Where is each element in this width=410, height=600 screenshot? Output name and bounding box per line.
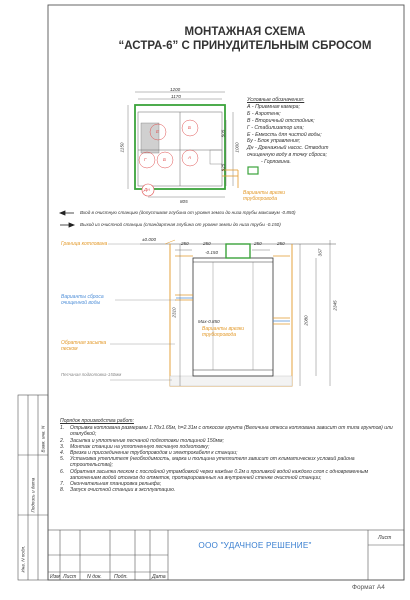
tb-ndok: N док. bbox=[87, 574, 102, 580]
dim-250-d: 250 bbox=[277, 241, 285, 246]
tb-list-right: Лист bbox=[378, 535, 392, 541]
plan-label-e: Е bbox=[156, 129, 160, 134]
dim-2345: 2345 bbox=[332, 300, 338, 311]
procedure-item: 7. Окончательная планировка рельефа; bbox=[60, 481, 162, 488]
plan-label-b2: Б bbox=[188, 125, 191, 130]
page-title: МОНТАЖНАЯ СХЕМА bbox=[184, 26, 306, 38]
sidebar-vzam: Взам. инв. N bbox=[40, 425, 46, 453]
legend-line: В - Вторичный отстойник; bbox=[247, 117, 315, 124]
legend-heading: Условные обозначения: bbox=[247, 97, 305, 103]
procedure-item: 1. Отрывка котлована размерами 1.70х1.65м, h=2.31м с откосом грунта (Величина откоса котлована зависит от типа грунтов) или опалубкой; bbox=[60, 425, 393, 438]
tb-izm: Изм bbox=[50, 574, 60, 580]
section-variants-note: Варианты врезки трубопровода bbox=[202, 326, 245, 338]
dim-805: 805 bbox=[180, 199, 188, 204]
procedure-item: 5. Установка утеплителя (необходимость, марка и толщина утеплителя зависит от климатических условий района строительства); bbox=[60, 456, 355, 469]
legend-line: Е - Емкость для чистой воды; bbox=[247, 131, 322, 138]
dim-250-b: 250 bbox=[203, 241, 211, 246]
legend-gorlovina: - Горловина. bbox=[261, 159, 291, 166]
legend bbox=[247, 97, 367, 166]
mark-0150: -0.150 bbox=[205, 250, 219, 255]
legend-line: очищенную воду в точку сброса; bbox=[247, 152, 327, 159]
plan-hatch bbox=[141, 123, 159, 153]
tb-data: Дата bbox=[152, 574, 166, 580]
plan-label-g: Г bbox=[144, 157, 147, 162]
legend-line: Г - Стабилизатор ила; bbox=[247, 124, 304, 131]
company-name: ООО "УДАЧНОЕ РЕШЕНИЕ" bbox=[198, 541, 312, 550]
plan-label-dn: Дн bbox=[144, 187, 150, 192]
plan-label-a: А bbox=[188, 155, 192, 160]
procedure-item: 4. Врезка и присоединение трубопроводов и электрокабеля к станции; bbox=[60, 450, 238, 457]
procedure-item: 8. Запуск очистной станции в эксплуатацию. bbox=[60, 487, 176, 494]
outlet-note: Выход из очистной станции (стандартная глубина от уровня земли до низа трубы -0.150) bbox=[80, 222, 281, 227]
plan-view bbox=[128, 92, 238, 197]
dim-1000: 1000 bbox=[234, 142, 240, 153]
sidebar-podp-data: Подпись и дата bbox=[30, 477, 36, 513]
work-procedure bbox=[60, 418, 395, 493]
plan-label-b1: Б bbox=[163, 157, 166, 162]
dim-505: 505 bbox=[220, 129, 226, 138]
mark-max0850: Max-0.850 bbox=[198, 319, 220, 324]
dim-250-a: 250 bbox=[181, 241, 189, 246]
discharge-label: Варианты сброса очищенной воды bbox=[61, 294, 104, 306]
sidebar-inv-podl: Инв. N подл. bbox=[20, 545, 26, 573]
dim-1150: 1150 bbox=[119, 142, 125, 153]
format-label: Формат А4 bbox=[352, 584, 385, 591]
io-arrows bbox=[60, 211, 74, 227]
dim-2310: 2310 bbox=[171, 307, 177, 318]
section-view bbox=[108, 240, 336, 386]
legend-line: Бу - Блок управления; bbox=[247, 138, 301, 145]
title-block bbox=[48, 530, 404, 580]
plan-hatch-g bbox=[139, 152, 155, 168]
sheet-frame bbox=[48, 5, 404, 580]
dim-525: 525 bbox=[220, 163, 226, 172]
dim-1170: 1170 bbox=[171, 94, 181, 99]
legend-line: А - Приемная камера; bbox=[247, 103, 300, 110]
station-body bbox=[193, 258, 273, 376]
station-neck bbox=[226, 244, 250, 258]
zero-mark: ±0.000 bbox=[142, 237, 157, 242]
procedure-item: 3. Монтаж станции на уплотненную песчаную подготовку; bbox=[60, 443, 210, 450]
tb-list: Лист bbox=[63, 574, 77, 580]
procedure-heading: Порядок производства работ: bbox=[60, 418, 134, 424]
sand-label: Песчаная подготовка-150мм bbox=[61, 372, 122, 377]
gorlovina-legend-box bbox=[248, 167, 258, 174]
page-subtitle: “АСТРА-6” С ПРИНУДИТЕЛЬНЫМ СБРОСОМ bbox=[118, 40, 372, 52]
procedure-item: 2. Засыпка и уплотнение песчаной подготовки толщиной 150мм; bbox=[60, 437, 224, 444]
plan-variants-note: Варианты врезки трубопровода bbox=[243, 190, 286, 202]
dim-250-c: 250 bbox=[254, 241, 262, 246]
legend-line: Б - Аэротенк; bbox=[247, 110, 281, 117]
pit-border-label: Граница котлована bbox=[61, 241, 108, 247]
backfill-label: Обратная засыпка песком bbox=[61, 340, 107, 352]
procedure-item: 6. Обратная засыпка песком с послойной утрамбовкой через каждые 0.2м и проливкой водой каждого слоя с одновременным заполнением водой отсеков до отметок, протарированных на внутренней стенке очистной станции; bbox=[60, 468, 369, 481]
legend-line: Дн - Дренажный насос. Отводит bbox=[247, 145, 329, 152]
dim-367: 367 bbox=[317, 248, 323, 257]
tb-podp: Подп. bbox=[114, 574, 128, 580]
dim-1200: 1200 bbox=[170, 87, 181, 92]
inlet-note: Вход в очистную станцию (допустимая глубина от уровня земли до низа трубы максимум -0.850) bbox=[80, 210, 296, 215]
dim-2080: 2080 bbox=[303, 315, 309, 326]
